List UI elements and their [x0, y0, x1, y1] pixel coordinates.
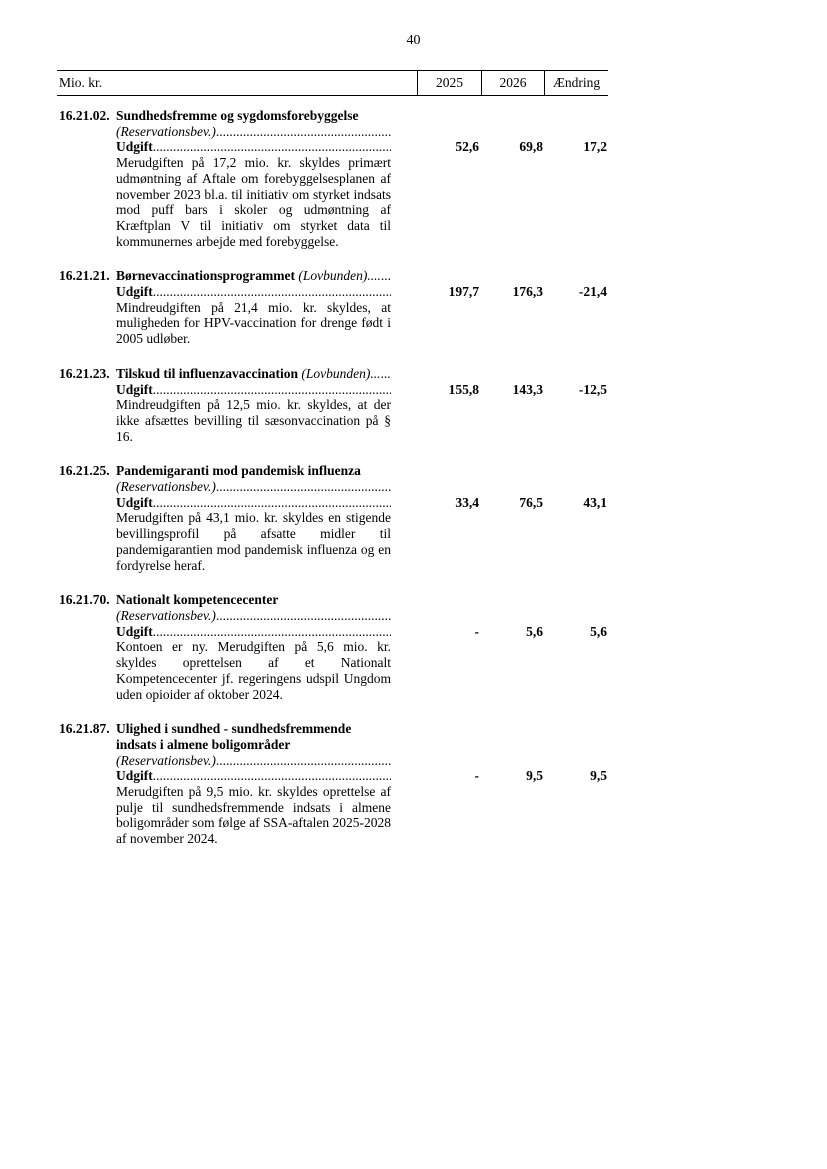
entry-heading [57, 592, 617, 608]
table-header [57, 70, 608, 96]
budget-entry [57, 721, 617, 847]
account-title [116, 268, 391, 284]
amount-2025: - [474, 768, 479, 784]
budget-entry [57, 592, 617, 702]
account-code: 16.21.25. [59, 463, 110, 479]
account-code: 16.21.02. [59, 108, 110, 123]
appropriation-row [116, 753, 391, 769]
appropriation-type: (Reservationsbev.) [116, 479, 216, 495]
account-code: 16.21.87. [59, 721, 110, 737]
amount-change: 9,5 [590, 768, 607, 784]
amount-change: -21,4 [578, 284, 607, 300]
expense-label: Udgift [116, 139, 153, 155]
budget-entry [57, 366, 617, 445]
account-title-text: Tilskud til influenzavaccination [116, 365, 299, 381]
budget-entry [57, 108, 617, 249]
entry-heading [57, 721, 617, 752]
expense-row [57, 768, 617, 784]
column-2025: 2025 [417, 71, 481, 95]
expense-label: Udgift [116, 494, 153, 510]
amount-2025: 33,4 [455, 494, 479, 510]
expense-row [57, 139, 617, 155]
expense-row [57, 495, 617, 511]
amount-2025: 52,6 [455, 139, 479, 155]
budget-entries [57, 108, 617, 866]
expense-label: Udgift [116, 381, 153, 397]
column-change: Ændring [544, 71, 608, 95]
amount-2026: 9,5 [526, 768, 543, 784]
expense-label: Udgift [116, 768, 153, 784]
appropriation-type: (Reservationsbev.) [116, 123, 216, 139]
budget-entry [57, 463, 617, 573]
appropriation-row [116, 479, 391, 495]
account-code: 16.21.23. [59, 365, 110, 381]
expense-row [57, 382, 617, 398]
appropriation-row [116, 608, 391, 624]
entry-description: Merudgiften på 17,2 mio. kr. skyldes primært udmøntning af Aftale om forebyggelsesplanen af november 2023 bl.a. til initiativ om styrket indsats mod puff bars i skoler og udmøntning af Kræftplan V til initiativ om styrket data til kommunernes arbejde med forebyggelse. [116, 155, 391, 249]
expense-label: Udgift [116, 623, 153, 639]
appropriation-row [116, 124, 391, 140]
amount-2026: 76,5 [519, 494, 543, 510]
amount-2026: 69,8 [519, 139, 543, 155]
expense-row [57, 284, 617, 300]
page-number: 40 [406, 33, 421, 48]
entry-heading [57, 108, 617, 124]
entry-heading [57, 463, 617, 479]
entry-description: Mindreudgiften på 21,4 mio. kr. skyldes, at muligheden for HPV-vaccination for drenge født i 2005 udløber. [116, 299, 391, 347]
account-code: 16.21.70. [59, 592, 110, 608]
amount-change: 43,1 [583, 494, 607, 510]
account-title: Sundhedsfremme og sygdomsforebyggelse [116, 108, 359, 123]
account-title: Ulighed i sundhed - sundhedsfremmende indsats i almene boligområder [116, 721, 352, 752]
amount-change: 17,2 [583, 139, 607, 155]
amount-2026: 5,6 [526, 623, 543, 639]
expense-row [57, 624, 617, 640]
amount-2026: 176,3 [512, 284, 543, 300]
unit-label: Mio. kr. [59, 75, 103, 90]
account-title-text: Børnevaccinationsprogrammet [116, 268, 295, 284]
amount-change: -12,5 [578, 381, 607, 397]
amount-2026: 143,3 [512, 381, 543, 397]
amount-2025: 197,7 [448, 284, 479, 300]
appropriation-type: (Reservationsbev.) [116, 752, 216, 768]
expense-label: Udgift [116, 284, 153, 300]
entry-description: Merudgiften på 43,1 mio. kr. skyldes en stigende bevillingsprofil på afsatte midler til pandemigarantien mod pandemisk influenza og en fordyrelse heraf. [116, 510, 391, 573]
account-code: 16.21.21. [59, 268, 110, 284]
entry-description: Kontoen er ny. Merudgiften på 5,6 mio. kr. skyldes oprettelsen af et Nationalt Kompetencecenter jf. regeringens udspil Ungdom uden opioider af oktober 2024. [116, 639, 391, 702]
account-title [116, 366, 391, 382]
column-2026: 2026 [481, 71, 544, 95]
appropriation-type: (Lovbunden)... [301, 365, 381, 381]
entry-description: Merudgiften på 9,5 mio. kr. skyldes oprettelse af pulje til sundhedsfremmende indsats i almene boligområder som følge af SSA-aftalen 2025-2028 af november 2024. [116, 784, 391, 847]
amount-2025: 155,8 [448, 381, 479, 397]
appropriation-type: (Lovbunden).... [298, 268, 381, 284]
amount-change: 5,6 [590, 623, 607, 639]
account-title: Pandemigaranti mod pandemisk influenza [116, 463, 361, 479]
entry-heading [57, 268, 617, 284]
amount-2025: - [474, 623, 479, 639]
appropriation-type: (Reservationsbev.) [116, 607, 216, 623]
budget-entry [57, 268, 617, 347]
account-title: Nationalt kompetencecenter [116, 592, 279, 608]
entry-description: Mindreudgiften på 12,5 mio. kr. skyldes, at der ikke afsættes bevilling til sæsonvaccination på § 16. [116, 397, 391, 444]
entry-heading [57, 366, 617, 382]
